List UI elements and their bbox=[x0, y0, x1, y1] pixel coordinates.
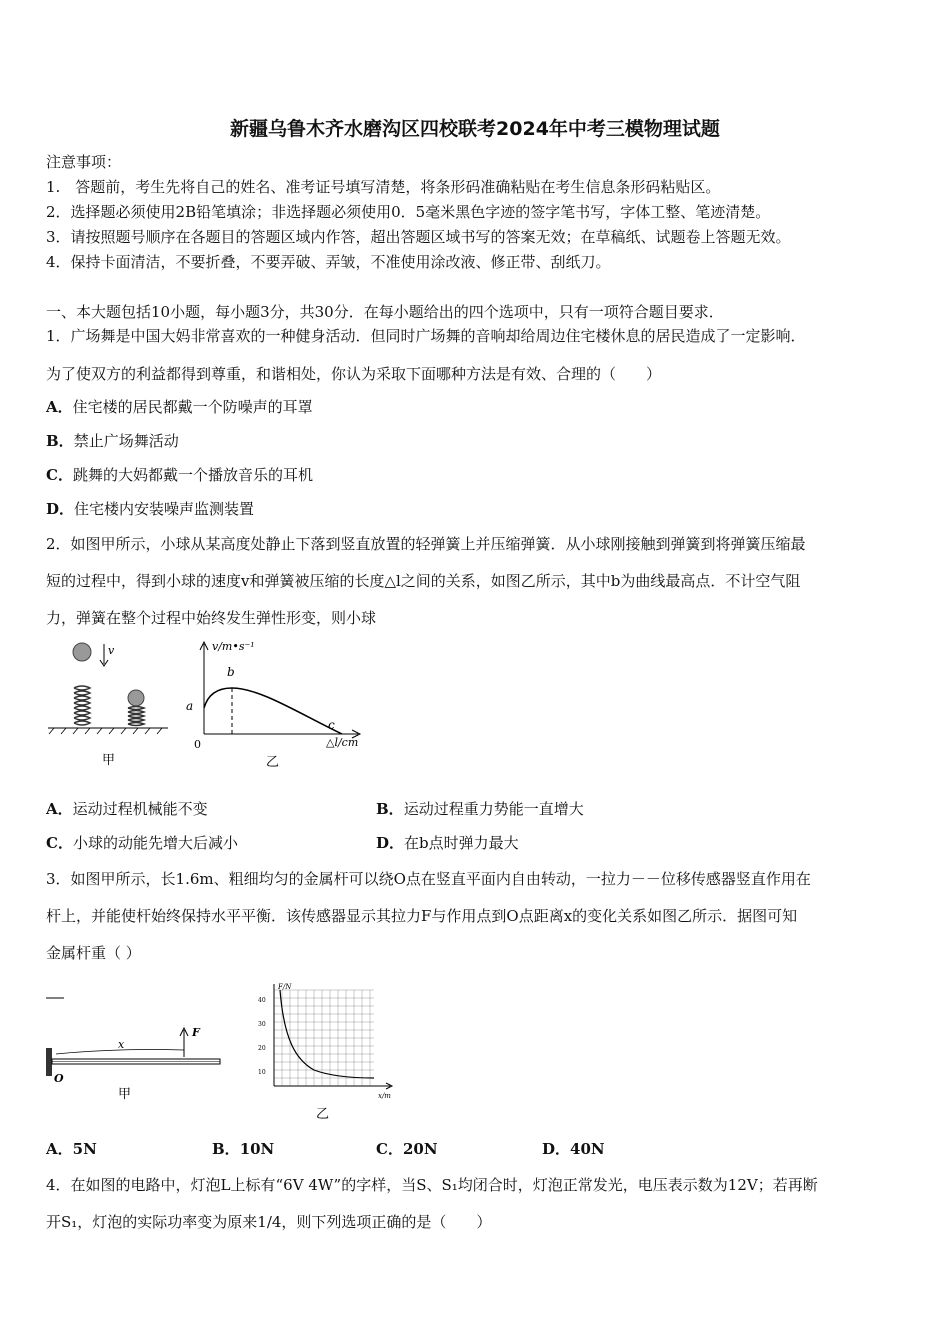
q4-stem-line1: 4．在如图的电路中，灯泡L上标有“6V 4W”的字样，当S、S₁均闭合时，灯泡正常发光，电压表示数为12V；若再断 bbox=[46, 1176, 818, 1194]
force-label: F bbox=[192, 1026, 200, 1039]
origin-label: 0 bbox=[194, 738, 201, 751]
section-heading: 一、本大题包括10小题，每小题3分，共30分．在每小题给出的四个选项中，只有一项符合题目要求． bbox=[46, 303, 724, 321]
notice-item-4: 4．保持卡面清洁，不要折叠，不要弄破、弄皱，不准使用涂改液、修正带、刮纸刀。 bbox=[46, 253, 611, 271]
q2-stem-line2: 短的过程中，得到小球的速度v和弹簧被压缩的长度△l之间的关系，如图乙所示，其中b为曲线最高点．不计空气阻 bbox=[46, 572, 801, 590]
q1-option-d: D．住宅楼内安装噪声监测装置 bbox=[46, 500, 255, 518]
q3-stem-line1: 3．如图甲所示，长1.6m、粗细均匀的金属杆可以绕O点在竖直平面内自由转动，一拉力－－位移传感器竖直作用在 bbox=[46, 870, 811, 888]
wall-pivot bbox=[46, 1048, 52, 1076]
q3-figure-jia bbox=[42, 990, 232, 1105]
q2-figure-jia bbox=[44, 636, 174, 771]
y-axis-label: F/N bbox=[278, 983, 292, 991]
force-curve bbox=[280, 990, 374, 1078]
notice-item-1: 1. 答题前，考生先将自己的姓名、准考证号填写清楚，将条形码准确粘贴在考生信息条形码粘贴区。 bbox=[46, 178, 721, 196]
point-c-label: c bbox=[328, 718, 335, 732]
point-b-label: b bbox=[227, 665, 235, 679]
velocity-label: v bbox=[108, 644, 115, 657]
spring-left bbox=[74, 686, 90, 725]
q4-stem-line2: 开S₁，灯泡的实际功率变为原来1/4，则下列选项正确的是（ ） bbox=[46, 1213, 492, 1231]
q3-option-d: D．40N bbox=[542, 1140, 605, 1158]
q1-stem-line1: 1．广场舞是中国大妈非常喜欢的一种健身活动．但同时广场舞的音响却给周边住宅楼休息的居民造成了一定影响． bbox=[46, 327, 806, 345]
spring-right bbox=[128, 707, 144, 726]
q3-figure-yi bbox=[250, 980, 400, 1125]
q3-option-a: A．5N bbox=[46, 1140, 97, 1158]
y-tick-30: 30 bbox=[258, 1021, 266, 1028]
x-axis-label: x/m bbox=[378, 1092, 391, 1100]
notice-heading: 注意事项： bbox=[46, 153, 122, 171]
q2-option-c: C．小球的动能先增大后减小 bbox=[46, 834, 238, 852]
q2-figure-yi bbox=[180, 636, 380, 771]
q3-stem-line3: 金属杆重（ ） bbox=[46, 944, 141, 962]
q3-option-c: C．20N bbox=[376, 1140, 438, 1158]
q2-stem-line3: 力，弹簧在整个过程中始终发生弹性形变，则小球 bbox=[46, 609, 377, 627]
y-tick-20: 20 bbox=[258, 1045, 266, 1052]
q1-stem-line2: 为了使双方的利益都得到尊重，和谐相处，你认为采取下面哪种方法是有效、合理的（ ） bbox=[46, 365, 662, 383]
q1-option-b: B．禁止广场舞活动 bbox=[46, 432, 179, 450]
fig-yi-label: 乙 bbox=[266, 755, 280, 770]
y-axis-label: v/m•s⁻¹ bbox=[212, 640, 255, 653]
ball-falling bbox=[73, 643, 91, 661]
q3-option-b: B．10N bbox=[212, 1140, 275, 1158]
q2-option-d: D．在b点时弹力最大 bbox=[376, 834, 519, 852]
q1-option-c: C．跳舞的大妈都戴一个播放音乐的耳机 bbox=[46, 466, 313, 484]
point-a-label: a bbox=[186, 699, 194, 713]
page-title: 新疆乌鲁木齐水磨沟区四校联考2024年中考三模物理试题 bbox=[230, 118, 720, 140]
fig-yi-label: 乙 bbox=[316, 1107, 330, 1122]
y-tick-10: 10 bbox=[258, 1069, 266, 1076]
q2-option-a: A．运动过程机械能不变 bbox=[46, 800, 208, 818]
notice-item-2: 2．选择题必须使用2B铅笔填涂；非选择题必须使用0．5毫米黑色字迹的签字笔书写，字体工整、笔迹清楚。 bbox=[46, 203, 771, 221]
velocity-curve bbox=[204, 688, 342, 734]
pivot-label: O bbox=[54, 1072, 64, 1085]
q3-stem-line2: 杆上，并能使杆始终保持水平平衡．该传感器显示其拉力F与作用点到O点距离x的变化关系如图乙所示．据图可知 bbox=[46, 907, 798, 925]
y-tick-40: 40 bbox=[258, 997, 266, 1004]
q1-option-a: A．住宅楼的居民都戴一个防噪声的耳罩 bbox=[46, 398, 313, 416]
q2-option-b: B．运动过程重力势能一直增大 bbox=[376, 800, 584, 818]
fig-jia-label: 甲 bbox=[102, 753, 116, 768]
ball-on-spring bbox=[128, 690, 144, 706]
fig-jia-label: 甲 bbox=[118, 1087, 132, 1102]
x-axis-label: △l/cm bbox=[326, 736, 359, 749]
q2-stem-line1: 2．如图甲所示，小球从某高度处静止下落到竖直放置的轻弹簧上并压缩弹簧．从小球刚接触到弹簧到将弹簧压缩最 bbox=[46, 535, 806, 553]
notice-item-3: 3．请按照题号顺序在各题目的答题区域内作答，超出答题区域书写的答案无效；在草稿纸、试题卷上答题无效。 bbox=[46, 228, 791, 246]
distance-label: x bbox=[118, 1038, 125, 1051]
